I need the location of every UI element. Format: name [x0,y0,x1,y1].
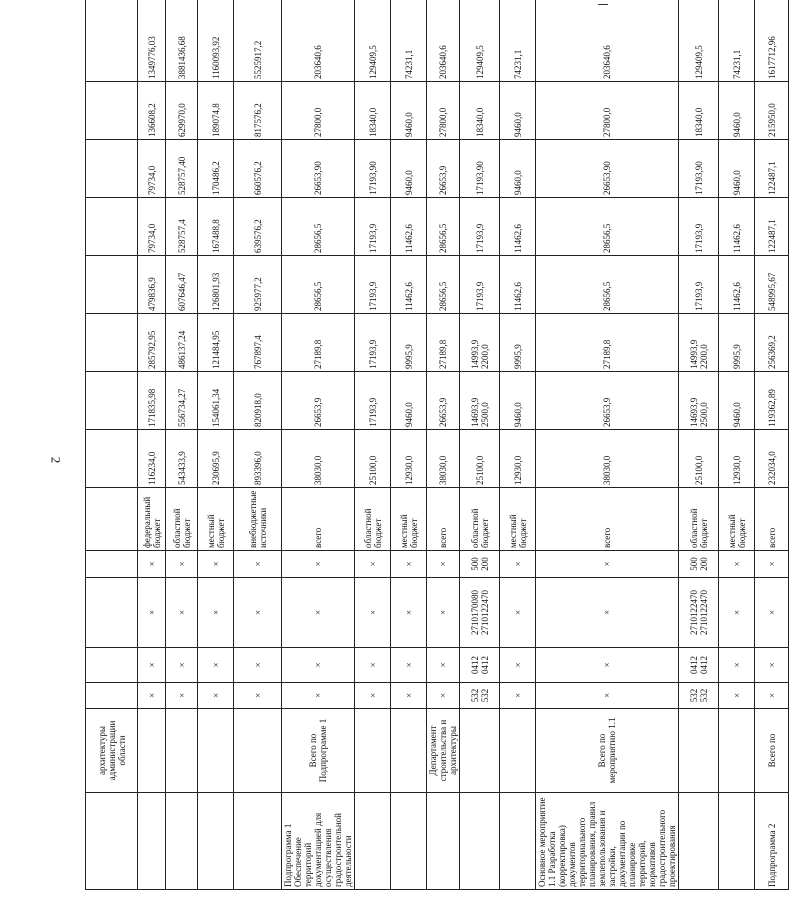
year-value-cell: 18340,0 [460,82,500,140]
year-value-cell: 528757,40 [166,140,198,198]
vr-cell: × [166,551,198,578]
year-value-cell: 27189,8 [536,314,679,372]
year-value-cell: 189074,8 [198,82,234,140]
year-value-cell: 26653,90 [536,140,679,198]
grbs-cell: × [755,683,789,709]
year-value-cell: 629970,0 [166,82,198,140]
year-value-cell: 38030,0 [536,430,679,488]
csr-cell [86,578,138,648]
csr-cell: 2710170080 2710122470 [460,578,500,648]
page-number: 2 [48,456,64,464]
executor-cell [234,709,282,793]
vr-cell: × [391,551,427,578]
vr-cell: × [355,551,391,578]
table-row [500,0,536,890]
year-value-cell: 18340,0 [679,82,719,140]
source-cell: всего [427,488,460,551]
year-value-cell: 285792,95 [138,314,166,372]
year-value-cell: 136608,2 [138,82,166,140]
year-value-cell: 9995,9 [500,314,536,372]
table-row [86,0,138,890]
year-value-cell: 27800,0 [282,82,355,140]
program-cell [355,793,391,890]
executor-cell: Всего по [755,709,789,793]
year-value-cell: 14693,9 2500,0 [460,372,500,430]
year-value-cell: 129409,5 [355,0,391,82]
year-value-cell: 14993,9 2200,0 [460,314,500,372]
rzpr-cell: × [391,648,427,683]
year-value-cell: 116234,0 [138,430,166,488]
csr-cell: 2710122470 2710122470 [679,578,719,648]
year-value-cell: 203640,6 [427,0,460,82]
year-value-cell: 230695,9 [198,430,234,488]
executor-cell: архитектуры администрации области [86,709,138,793]
financing-table [85,0,789,890]
year-value-cell: 28656,5 [427,256,460,314]
grbs-cell: × [234,683,282,709]
rzpr-cell: × [500,648,536,683]
grbs-cell: × [282,683,355,709]
vr-cell: × [719,551,755,578]
year-value-cell: 9460,0 [391,82,427,140]
year-value-cell [86,140,138,198]
year-value-cell: 486137,24 [166,314,198,372]
executor-cell: Департамент строительства и архитектуры [427,709,460,793]
vr-cell: 500 200 [679,551,719,578]
csr-cell: × [719,578,755,648]
year-value-cell: 129409,5 [679,0,719,82]
source-cell: местный бюджет [500,488,536,551]
program-cell: Основное мероприятие 1.1 Разработка (корректировка) документов территориального планирования, правил землепользования и застройки, документации по планировке территорий, нормативов градостроительного проектирования [536,793,679,890]
year-value-cell: 639576,2 [234,198,282,256]
vr-cell [86,551,138,578]
executor-cell [460,709,500,793]
year-value-cell: 79734,0 [138,198,166,256]
rotated-table-wrapper [85,0,777,890]
program-cell [719,793,755,890]
executor-cell: Всего по мероприятию 1.1 [536,709,679,793]
grbs-cell: × [719,683,755,709]
grbs-cell: 532 532 [679,683,719,709]
year-value-cell: 17193,9 [460,256,500,314]
year-value-cell: 12930,0 [391,430,427,488]
table-row [234,0,282,890]
year-value-cell [86,198,138,256]
year-value-cell: 9995,9 [719,314,755,372]
year-value-cell: 25100,0 [679,430,719,488]
rzpr-cell: × [355,648,391,683]
year-value-cell: 28656,5 [536,256,679,314]
vr-cell: × [536,551,679,578]
year-value-cell: 26653,90 [282,140,355,198]
executor-cell [355,709,391,793]
year-value-cell [86,314,138,372]
source-cell: областной бюджет [460,488,500,551]
source-cell: федеральный бюджет [138,488,166,551]
year-value-cell: 28656,5 [282,198,355,256]
year-value-cell: 121484,95 [198,314,234,372]
csr-cell: × [198,578,234,648]
source-cell: областной бюджет [166,488,198,551]
year-value-cell: 1617712,96 [755,0,789,82]
year-value-cell: 74231,1 [391,0,427,82]
table-row [391,0,427,890]
program-cell [234,793,282,890]
year-value-cell [86,0,138,82]
year-value-cell: 154061,34 [198,372,234,430]
year-value-cell: 9460,0 [391,140,427,198]
year-value-cell: 17193,9 [679,198,719,256]
year-value-cell: 5525917,2 [234,0,282,82]
year-value-cell: 122487,1 [755,198,789,256]
year-value-cell: 14993,9 2200,0 [679,314,719,372]
year-value-cell: 25100,0 [460,430,500,488]
program-cell [391,793,427,890]
table-row [355,0,391,890]
program-cell [460,793,500,890]
vr-cell: 500 200 [460,551,500,578]
grbs-cell: × [166,683,198,709]
year-value-cell: 26653,9 [427,372,460,430]
program-cell [198,793,234,890]
year-value-cell: 12930,0 [500,430,536,488]
year-value-cell: 28656,5 [282,256,355,314]
year-value-cell: 26653,9 [536,372,679,430]
program-cell [679,793,719,890]
vr-cell: × [282,551,355,578]
year-value-cell: 9460,0 [719,372,755,430]
rzpr-cell: × [138,648,166,683]
year-value-cell: 11462,6 [391,198,427,256]
year-value-cell [86,372,138,430]
year-value-cell: 17193,9 [355,256,391,314]
year-value-cell: 26653,9 [282,372,355,430]
year-value-cell: 11462,6 [719,256,755,314]
grbs-cell: × [355,683,391,709]
table-row [282,0,355,890]
grbs-cell: 532 532 [460,683,500,709]
executor-cell [719,709,755,793]
table-row [679,0,719,890]
year-value-cell: 25100,0 [355,430,391,488]
year-value-cell: 9460,0 [500,82,536,140]
year-value-cell: 170486,2 [198,140,234,198]
rzpr-cell: × [755,648,789,683]
program-cell: Подпрограмма 1 Обеспечение территорий документацией для осуществления градостроительной деятельности [282,793,355,890]
source-cell: всего [536,488,679,551]
year-value-cell: 232034,0 [755,430,789,488]
vr-cell: × [427,551,460,578]
year-value-cell: 17193,90 [355,140,391,198]
year-value-cell: 660576,2 [234,140,282,198]
year-value-cell: 27800,0 [427,82,460,140]
year-value-cell: 556734,27 [166,372,198,430]
table-body [86,0,789,890]
year-value-cell: 129409,5 [460,0,500,82]
grbs-cell: × [427,683,460,709]
executor-cell [138,709,166,793]
program-cell [166,793,198,890]
program-cell [86,793,138,890]
year-value-cell: 9460,0 [719,82,755,140]
csr-cell: × [234,578,282,648]
year-value-cell: 893396,0 [234,430,282,488]
executor-cell [391,709,427,793]
grbs-cell: × [138,683,166,709]
source-cell: местный бюджет [198,488,234,551]
year-value-cell: 17193,9 [679,256,719,314]
year-value-cell: 18340,0 [355,82,391,140]
year-value-cell: 3881436,68 [166,0,198,82]
year-value-cell: 528757,4 [166,198,198,256]
executor-cell: Всего по Подпрограмме 1 [282,709,355,793]
year-value-cell: 17193,9 [460,198,500,256]
vr-cell: × [138,551,166,578]
rzpr-cell [86,648,138,683]
year-value-cell: 203640,6 [536,0,679,82]
year-value-cell: 27189,8 [427,314,460,372]
year-value-cell: 26653,9 [427,140,460,198]
year-value-cell: 543433,9 [166,430,198,488]
year-value-cell [86,256,138,314]
csr-cell: × [536,578,679,648]
grbs-cell: × [391,683,427,709]
rzpr-cell: × [282,648,355,683]
year-value-cell: 9460,0 [500,140,536,198]
year-value-cell: 28656,5 [427,198,460,256]
source-cell: всего [282,488,355,551]
year-value-cell: 925977,2 [234,256,282,314]
rzpr-cell: × [234,648,282,683]
source-cell [86,488,138,551]
table-row [198,0,234,890]
year-value-cell: 74231,1 [719,0,755,82]
year-value-cell: 1349776,03 [138,0,166,82]
source-cell: областной бюджет [355,488,391,551]
year-value-cell: 256369,2 [755,314,789,372]
program-cell: Подпрограмма 2 [755,793,789,890]
year-value-cell: 215950,0 [755,82,789,140]
year-value-cell: 1160093,92 [198,0,234,82]
rzpr-cell: 0412 0412 [460,648,500,683]
year-value-cell: 17193,9 [355,198,391,256]
csr-cell: × [755,578,789,648]
year-value-cell: 820918,0 [234,372,282,430]
rzpr-cell: × [719,648,755,683]
year-value-cell: 479836,9 [138,256,166,314]
rzpr-cell: × [198,648,234,683]
grbs-cell: × [500,683,536,709]
year-value-cell: 28656,5 [536,198,679,256]
year-value-cell: 119362,89 [755,372,789,430]
year-value-cell: 11462,6 [391,256,427,314]
program-cell [427,793,460,890]
csr-cell: × [355,578,391,648]
year-value-cell: 171835,98 [138,372,166,430]
year-value-cell: 27800,0 [536,82,679,140]
program-cell [500,793,536,890]
program-cell [138,793,166,890]
year-value-cell: 9460,0 [719,140,755,198]
source-cell: местный бюджет [719,488,755,551]
year-value-cell: 79734,0 [138,140,166,198]
csr-cell: × [166,578,198,648]
executor-cell [198,709,234,793]
grbs-cell: × [536,683,679,709]
source-cell: местный бюджет [391,488,427,551]
year-value-cell [86,430,138,488]
year-value-cell: 9995,9 [391,314,427,372]
year-value-cell: 38030,0 [282,430,355,488]
year-value-cell: 17193,90 [460,140,500,198]
table-row [536,0,679,890]
executor-cell [500,709,536,793]
year-value-cell: 167488,8 [198,198,234,256]
grbs-cell [86,683,138,709]
year-value-cell: 11462,6 [500,198,536,256]
rzpr-cell: × [536,648,679,683]
year-value-cell: 767897,4 [234,314,282,372]
csr-cell: × [500,578,536,648]
year-value-cell: 38030,0 [427,430,460,488]
table-row [755,0,789,890]
year-value-cell: 607646,47 [166,256,198,314]
csr-cell: × [138,578,166,648]
source-cell: внебюджетные источники [234,488,282,551]
table-row [460,0,500,890]
csr-cell: × [427,578,460,648]
csr-cell: × [282,578,355,648]
vr-cell: × [198,551,234,578]
year-value-cell: 122487,1 [755,140,789,198]
year-value-cell: 817576,2 [234,82,282,140]
year-value-cell: 9460,0 [500,372,536,430]
vr-cell: × [500,551,536,578]
year-value-cell: 11462,6 [500,256,536,314]
rzpr-cell: × [427,648,460,683]
year-value-cell: 74231,1 [500,0,536,82]
year-value-cell: 17193,9 [355,372,391,430]
table-row [138,0,166,890]
executor-cell [679,709,719,793]
year-value-cell: 17193,90 [679,140,719,198]
executor-cell [166,709,198,793]
year-value-cell [86,82,138,140]
year-value-cell: 9460,0 [391,372,427,430]
vr-cell: × [234,551,282,578]
rzpr-cell: 0412 0412 [679,648,719,683]
source-cell: областной бюджет [679,488,719,551]
year-value-cell: 548995,67 [755,256,789,314]
csr-cell: × [391,578,427,648]
table-row [427,0,460,890]
year-value-cell: 14693,9 2500,0 [679,372,719,430]
year-value-cell: 12930,0 [719,430,755,488]
year-value-cell: 126801,93 [198,256,234,314]
rzpr-cell: × [166,648,198,683]
document-page [85,0,777,905]
year-value-cell: 11462,6 [719,198,755,256]
grbs-cell: × [198,683,234,709]
year-value-cell: 203640,6 [282,0,355,82]
table-row [719,0,755,890]
source-cell: всего [755,488,789,551]
year-value-cell: 17193,9 [355,314,391,372]
table-row [166,0,198,890]
year-value-cell: 27189,8 [282,314,355,372]
vr-cell: × [755,551,789,578]
